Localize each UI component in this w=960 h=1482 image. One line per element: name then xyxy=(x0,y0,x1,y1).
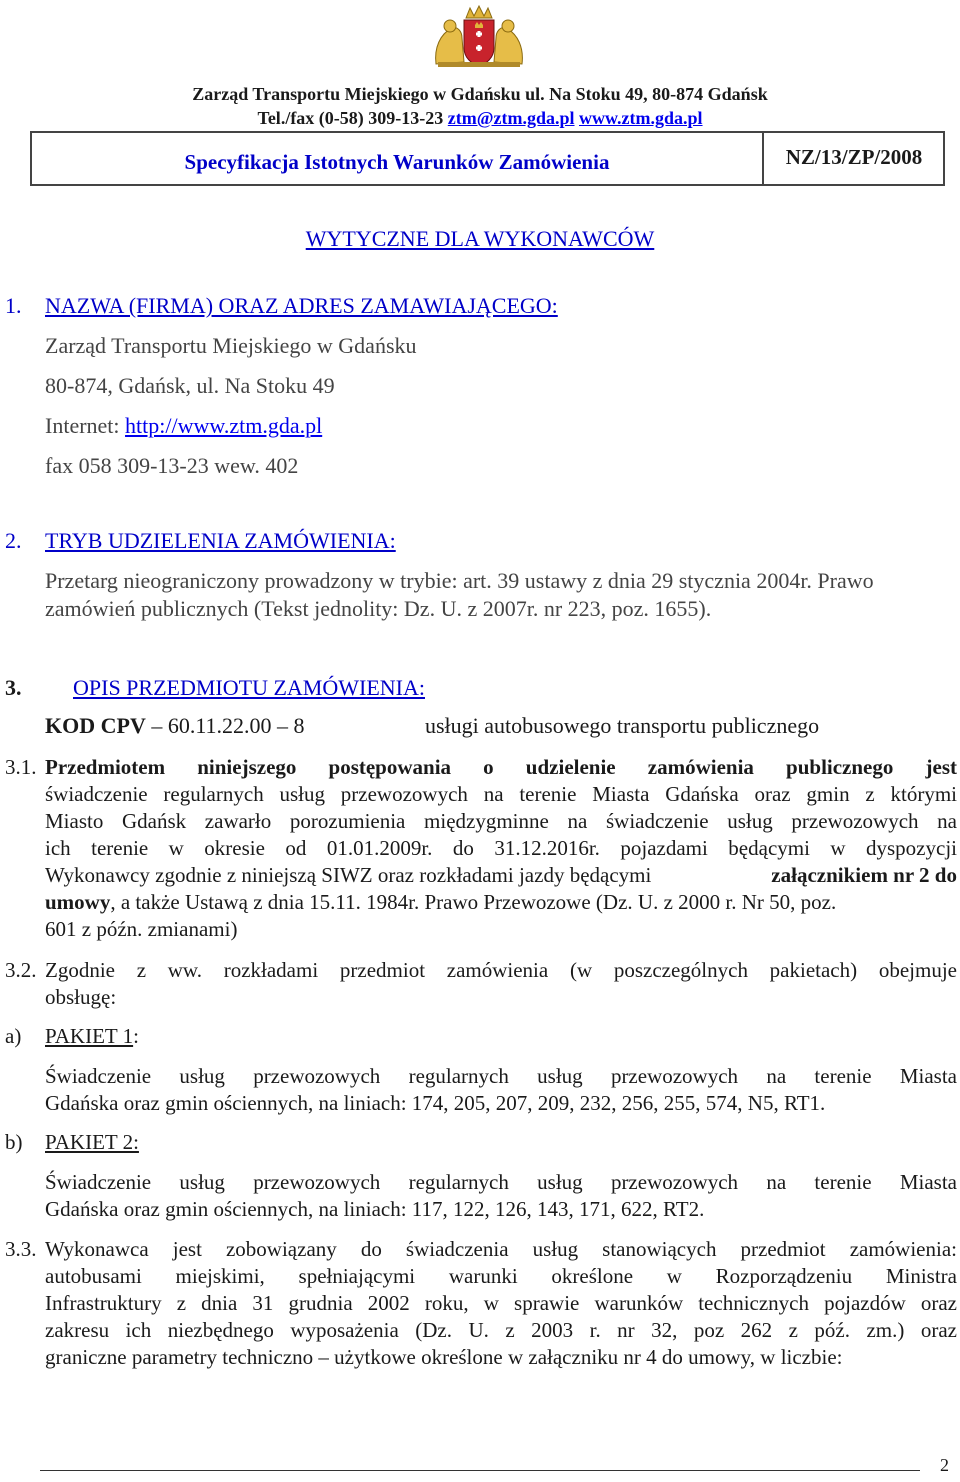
pakiet-1-letter: a) xyxy=(5,1024,22,1048)
point-3-1-line-1: Przedmiotem niniejszego postępowania o udzielenie zamówienia publicznego jest xyxy=(45,755,957,779)
point-3-1-line-2: świadczenie regularnych usług przewozowych na terenie Miasta Gdańska oraz gmin z którymi xyxy=(45,782,957,806)
point-3-1-number: 3.1. xyxy=(5,755,37,779)
pakiet-1-line-2: Gdańska oraz gmin ościennych, na liniach: 174, 205, 207, 209, 232, 256, 255, 574, N5, RT1. xyxy=(45,1091,826,1115)
doc-number: NZ/13/ZP/2008 xyxy=(785,145,923,169)
attachment-2-reference: załącznikiem nr 2 do xyxy=(771,863,957,887)
pakiet-1-title: PAKIET 1 xyxy=(45,1024,134,1048)
header-website-link[interactable]: www.ztm.gda.pl xyxy=(579,108,703,128)
cpv-description: usługi autobusowego transportu publicznego xyxy=(425,713,820,738)
internet-link[interactable]: http://www.ztm.gda.pl xyxy=(125,413,323,438)
orderer-fax: fax 058 309-13-23 wew. 402 xyxy=(45,453,299,478)
point-3-2-line-1: Zgodnie z ww. rozkładami przedmiot zamówienia (w poszczególnych pakietach) obejmuje xyxy=(45,958,957,982)
pakiet-2-letter: b) xyxy=(5,1130,23,1154)
doc-title: Specyfikacja Istotnych Warunków Zamówienia xyxy=(184,150,610,174)
footer-rule xyxy=(40,1470,920,1471)
point-3-2-line-2: obsługę: xyxy=(45,985,117,1009)
orderer-internet xyxy=(45,413,322,439)
cpv-code xyxy=(45,713,305,739)
point-3-3-line-1: Wykonawca jest zobowiązany do świadczenia usług stanowiących przedmiot zamówienia: xyxy=(45,1237,957,1261)
point-3-1-line-4: ich terenie w okresie od 01.01.2009r. do 31.12.2016r. pojazdami będącymi w dyspozycji xyxy=(45,836,957,860)
main-title: WYTYCZNE DLA WYKONAWCÓW xyxy=(305,226,655,251)
point-3-1-line-3: Miasto Gdańsk zawarło porozumienia międzygminne na świadczenie usług przewozowych na xyxy=(45,809,957,833)
point-3-1-line-6 xyxy=(45,889,957,916)
point-3-3-number: 3.3. xyxy=(5,1237,37,1261)
point-3-1-line-6-text: , a także Ustawą z dnia 15.11. 1984r. Prawo Przewozowe (Dz. U. z 2000 r. Nr 50, poz. xyxy=(110,890,837,914)
pakiet-2-line-2: Gdańska oraz gmin ościennych, na liniach: 117, 122, 126, 143, 171, 622, RT2. xyxy=(45,1197,705,1221)
header-contact xyxy=(0,108,960,129)
header-address: Zarząd Transportu Miejskiego w Gdańsku ul. Na Stoku 49, 80-874 Gdańsk xyxy=(192,84,768,104)
point-3-1-line-7: 601 z późn. zmianami) xyxy=(45,917,238,941)
section-3-title: OPIS PRZEDMIOTU ZAMÓWIENIA: xyxy=(73,675,425,700)
section-3-number: 3. xyxy=(5,675,22,700)
section-1-number: 1. xyxy=(5,293,22,318)
pakiet-1-line-1: Świadczenie usług przewozowych regularnych usług przewozowych na terenie Miasta xyxy=(45,1064,957,1088)
section-1-title: NAZWA (FIRMA) ORAZ ADRES ZAMAWIAJĄCEGO: xyxy=(45,293,558,318)
header-phone: Tel./fax (0-58) 309-13-23 xyxy=(257,108,444,128)
header-email-link[interactable]: ztm@ztm.gda.pl xyxy=(447,108,575,128)
point-3-3-line-3: Infrastruktury z dnia 31 grudnia 2002 roku, w sprawie warunków technicznych pojazdów oraz xyxy=(45,1291,957,1315)
page-number: 2 xyxy=(940,1455,949,1475)
pakiet-1-heading xyxy=(45,1023,139,1050)
pakiet-1-colon: : xyxy=(133,1024,139,1048)
section-2-title: TRYB UDZIELENIA ZAMÓWIENIA: xyxy=(45,528,396,553)
point-3-3-line-2: autobusami miejskimi, spełniającymi warunki określone w Rozporządzeniu Ministra xyxy=(45,1264,957,1288)
point-3-3-line-5: graniczne parametry techniczno – użytkowe określone w załączniku nr 4 do umowy, w liczbie: xyxy=(45,1345,843,1369)
point-3-2-number: 3.2. xyxy=(5,958,37,982)
orderer-address: 80-874, Gdańsk, ul. Na Stoku 49 xyxy=(45,373,335,398)
orderer-name: Zarząd Transportu Miejskiego w Gdańsku xyxy=(45,333,417,358)
point-3-1-line-5 xyxy=(45,862,957,889)
cpv-label: KOD CPV xyxy=(45,713,146,738)
pakiet-2-title: PAKIET 2: xyxy=(45,1130,139,1154)
cpv-number: – 60.11.22.00 – 8 xyxy=(151,713,305,738)
section-2-number: 2. xyxy=(5,528,22,553)
internet-label: Internet: xyxy=(45,413,120,438)
umowy-word: umowy xyxy=(45,890,111,914)
point-3-3-line-4: zakresu ich niezbędnego wyposażenia (Dz. U. z 2003 r. nr 32, poz 262 z póź. zm.) oraz xyxy=(45,1318,957,1342)
pakiet-2-line-1: Świadczenie usług przewozowych regularnych usług przewozowych na terenie Miasta xyxy=(45,1170,957,1194)
procedure-line-2: zamówień publicznych (Tekst jednolity: Dz. U. z 2007r. nr 223, poz. 1655). xyxy=(45,596,712,621)
point-3-1-line-5-text: Wykonawcy zgodnie z niniejszą SIWZ oraz rozkładami jazdy będącymi xyxy=(45,863,652,887)
gdansk-coat-of-arms xyxy=(428,4,530,70)
procedure-line-1: Przetarg nieograniczony prowadzony w trybie: art. 39 ustawy z dnia 29 stycznia 2004r. Prawo xyxy=(45,568,874,593)
